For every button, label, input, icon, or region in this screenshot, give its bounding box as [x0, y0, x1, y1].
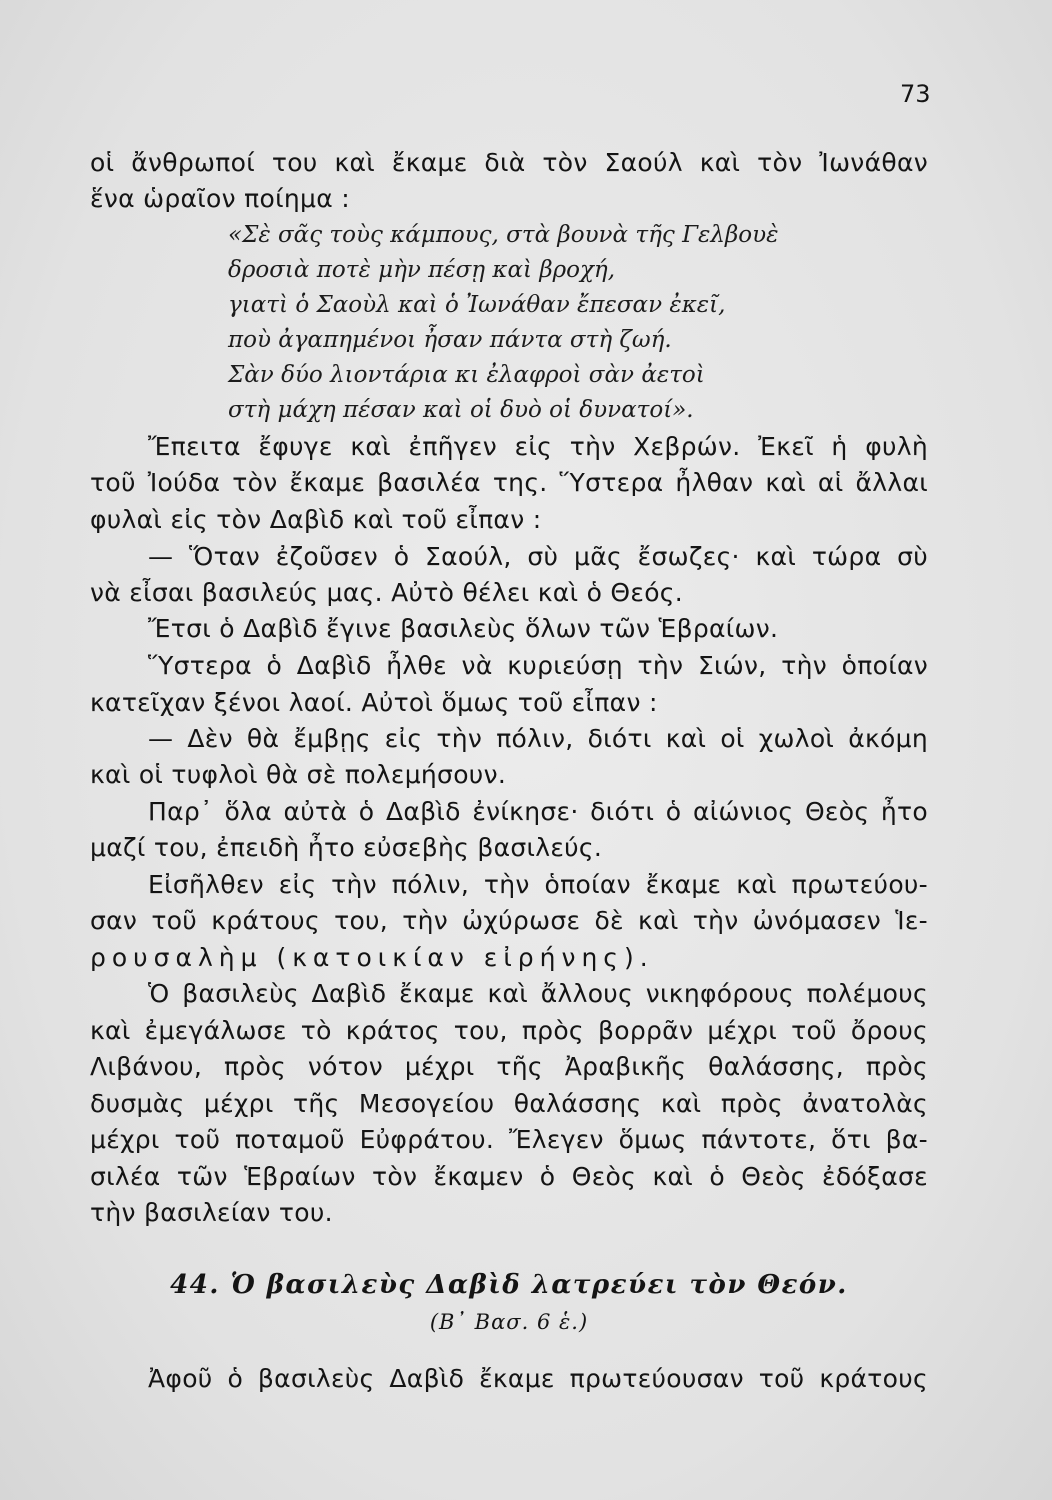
text-line: τὴν βασιλείαν του. — [90, 1198, 333, 1227]
text-line: Ὁ βασιλεὺς Δαβὶδ ἔκαμε καὶ ἄλλους νικηφόρους πολέμους — [148, 979, 928, 1008]
text-line: νὰ εἶσαι βασιλεύς μας. Αὐτὸ θέλει καὶ ὁ Θεός. — [90, 578, 684, 607]
text-line: Ἀφοῦ ὁ βασιλεὺς Δαβὶδ ἔκαμε πρωτεύουσαν τοῦ κράτους — [148, 1364, 928, 1393]
text-line: Ἔτσι ὁ Δαβὶδ ἔγινε βασιλεὺς ὅλων τῶν Ἑβραίων. — [148, 614, 779, 643]
text-line: τοῦ Ἰούδα τὸν ἔκαμε βασιλέα της. Ὕστερα ἦλθαν καὶ αἱ ἄλλαι — [90, 468, 928, 497]
text-line: Λιβάνου, πρὸς νότον μέχρι τῆς Ἀραβικῆς θαλάσσης, πρὸς — [90, 1052, 928, 1081]
poem-line: δροσιὰ ποτὲ μὴν πέσῃ καὶ βροχή, — [228, 257, 616, 283]
poem-line: γιατὶ ὁ Σαοὺλ καὶ ὁ Ἰωνάθαν ἔπεσαν ἐκεῖ, — [228, 292, 726, 318]
text-line: Ἔπειτα ἔφυγε καὶ ἐπῆγεν εἰς τὴν Χεβρών. Ἐκεῖ ἡ φυλὴ — [148, 432, 928, 461]
text-line: — Δὲν θὰ ἔμβῃς εἰς τὴν πόλιν, διότι καὶ οἱ χωλοὶ ἀκόμη — [148, 724, 928, 753]
poem-line: στὴ μάχη πέσαν καὶ οἱ δυὸ οἱ δυνατοί». — [228, 397, 694, 423]
text-line: — Ὅταν ἐζοῦσεν ὁ Σαούλ, σὺ μᾶς ἔσωζες· καὶ τώρα σὺ — [148, 542, 928, 571]
text-line: κατεῖχαν ξένοι λαοί. Αὐτοὶ ὅμως τοῦ εἶπαν : — [90, 688, 658, 717]
text-line: οἱ ἄνθρωποί του καὶ ἔκαμε διὰ τὸν Σαούλ καὶ τὸν Ἰωνάθαν — [90, 148, 928, 177]
poem-line: ποὺ ἀγαπημένοι ἦσαν πάντα στὴ ζωή. — [228, 327, 672, 353]
text-line: Παρ᾽ ὅλα αὐτὰ ὁ Δαβὶδ ἐνίκησε· διότι ὁ αἰώνιος Θεὸς ἦτο — [148, 797, 928, 826]
section-reference: (Β᾽ Βασ. 6 ἑ.) — [429, 1310, 589, 1334]
page-number: 73 — [900, 80, 931, 108]
text-line: μαζί του, ἐπειδὴ ἦτο εὐσεβὴς βασιλεύς. — [90, 833, 603, 862]
text-line: Ὕστερα ὁ Δαβὶδ ἦλθε νὰ κυριεύσῃ τὴν Σιών, τὴν ὁποίαν — [148, 651, 928, 680]
text-line: μέχρι τοῦ ποταμοῦ Εὐφράτου. Ἔλεγεν ὅμως πάντοτε, ὅτι βα- — [90, 1125, 928, 1154]
section-heading: 44. Ὁ βασιλεὺς Δαβὶδ λατρεύει τὸν Θεόν. — [170, 1270, 848, 1300]
text-line: Εἰσῆλθεν εἰς τὴν πόλιν, τὴν ὁποίαν ἔκαμε καὶ πρωτεύου- — [148, 870, 928, 899]
text-line: καὶ ἐμεγάλωσε τὸ κράτος του, πρὸς βορρᾶν μέχρι τοῦ ὄρους — [90, 1016, 928, 1045]
text-line: φυλαὶ εἰς τὸν Δαβὶδ καὶ τοῦ εἶπαν : — [90, 505, 542, 534]
poem-line: «Σὲ σᾶς τοὺς κάμπους, στὰ βουνὰ τῆς Γελβουὲ — [228, 222, 779, 248]
text-line: ρουσαλὴμ (κατοικίαν εἰρήνης). — [90, 943, 654, 972]
text-line: ἕνα ὡραῖον ποίημα : — [90, 184, 350, 213]
text-line: καὶ οἱ τυφλοὶ θὰ σὲ πολεμήσουν. — [90, 760, 507, 789]
text-line: δυσμὰς μέχρι τῆς Μεσογείου θαλάσσης καὶ πρὸς ἀνατολὰς — [90, 1089, 928, 1118]
text-line: σαν τοῦ κράτους του, τὴν ὠχύρωσε δὲ καὶ τὴν ὠνόμασεν Ἱε- — [90, 906, 928, 935]
text-line: σιλέα τῶν Ἑβραίων τὸν ἔκαμεν ὁ Θεὸς καὶ ὁ Θεὸς ἐδόξασε — [90, 1162, 928, 1191]
poem-line: Σὰν δύο λιοντάρια κι ἐλαφροὶ σὰν ἀετοὶ — [228, 362, 705, 388]
